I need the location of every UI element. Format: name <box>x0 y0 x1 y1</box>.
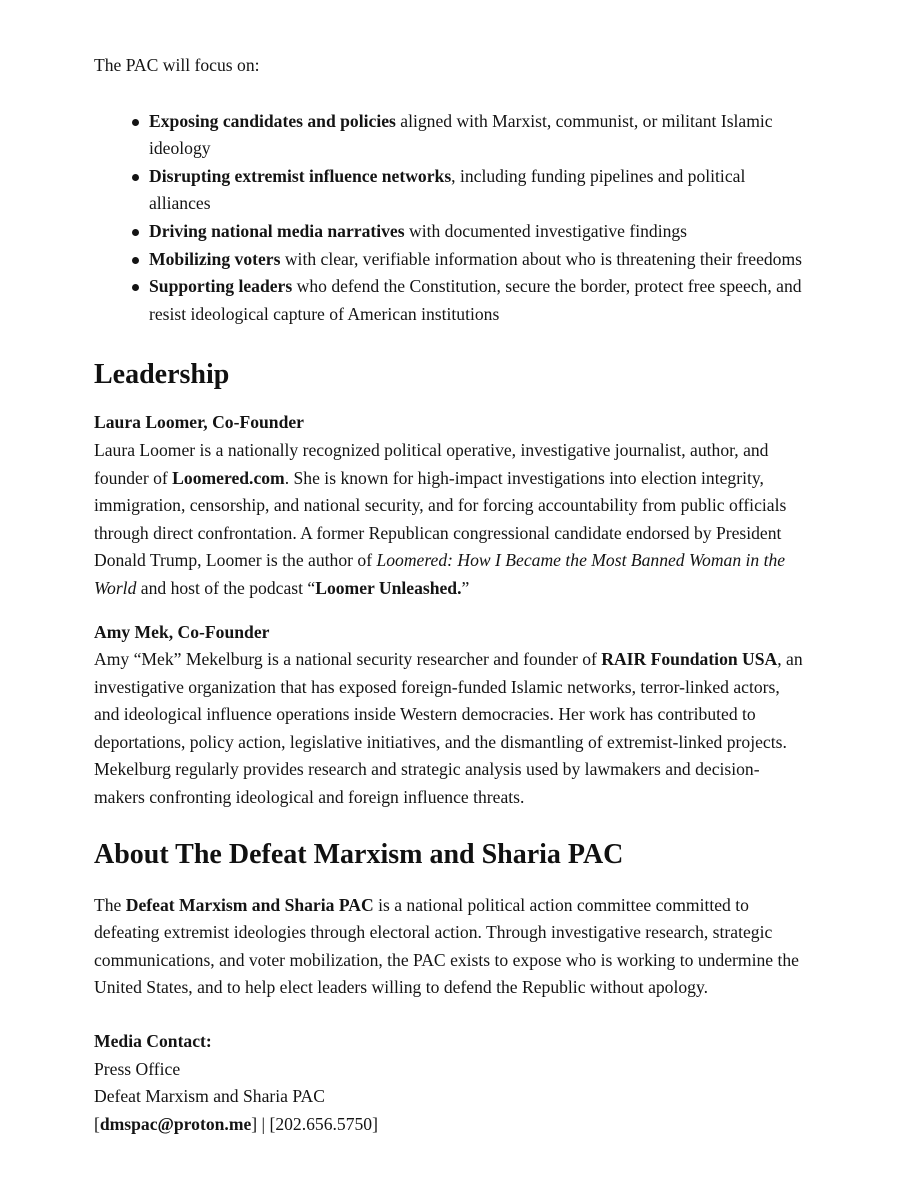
about-text-2: is a national political action committee committed to defeating extremist ideologies through electoral action. Through investigative research, strategic communications, and voter mobilization, the PAC exists to expose who is working to undermine the United States, and to help elect leaders willing to defend the Republic without apology. <box>94 894 799 998</box>
loomer-bio <box>94 409 899 602</box>
list-item-text: with documented investigative findings <box>404 220 688 241</box>
contact-org: Defeat Marxism and Sharia PAC <box>94 1086 325 1107</box>
list-item-bold: Driving national media narratives <box>149 220 405 241</box>
leadership-heading: Leadership <box>94 359 230 391</box>
media-contact <box>94 1028 899 1138</box>
pac-name: Defeat Marxism and Sharia PAC <box>125 894 374 915</box>
focus-list <box>94 108 809 329</box>
mek-name: Amy Mek, Co-Founder <box>94 621 270 642</box>
bullet-icon <box>132 229 139 236</box>
bullet-icon <box>132 284 139 291</box>
focus-intro: The PAC will focus on: <box>94 55 260 75</box>
list-item <box>149 163 809 218</box>
list-item-bold: Mobilizing voters <box>149 248 281 269</box>
contact-office: Press Office <box>94 1058 181 1079</box>
book-title: Loomered: How I Became the Most Banned Woman in the World <box>94 550 786 598</box>
mek-text-2: , an investigative organization that has exposed foreign-funded Islamic networks, terror-linked actors, and ideological influence operations inside Western democracies. Her work has contributed to deportations, policy action, legislative initiatives, and the dismantling of extremist-linked projects. Mekelburg regularly provides research and strategic analysis used by lawmakers and decision-makers confronting ideological and foreign influence threats. <box>94 649 803 808</box>
mek-bio <box>94 619 899 812</box>
list-item <box>149 273 809 328</box>
bullet-icon <box>132 119 139 126</box>
bullet-icon <box>132 174 139 181</box>
about-text-1: The <box>94 894 126 915</box>
list-item-text: , including funding pipelines and political alliances <box>149 165 746 214</box>
list-item-text: aligned with Marxist, communist, or militant Islamic ideology <box>149 110 773 159</box>
about-paragraph <box>94 892 806 1002</box>
loomer-text-4: ” <box>461 577 470 598</box>
mek-paragraph <box>94 646 806 812</box>
about-heading: About The Defeat Marxism and Sharia PAC <box>94 838 624 870</box>
loomer-name: Laura Loomer, Co-Founder <box>94 412 304 433</box>
list-item <box>149 218 809 246</box>
loomer-paragraph <box>94 437 806 603</box>
bullet-icon <box>132 257 139 264</box>
podcast-name: Loomer Unleashed. <box>315 577 462 598</box>
contact-details <box>94 1111 899 1139</box>
list-item <box>149 108 809 163</box>
contact-label: Media Contact: <box>94 1031 212 1052</box>
contact-label-line <box>94 1028 899 1056</box>
loomer-text-2: . She is known for high-impact investigations into election integrity, immigration, censorship, and national security, and for forcing accountability from public officials through direct confrontation. A former Republican congressional candidate endorsed by President Donald Trump, Loomer is the author of <box>94 467 787 571</box>
loomer-text-1: Laura Loomer is a nationally recognized political operative, investigative journalist, author, and founder of <box>94 439 769 488</box>
loomered-site-link[interactable]: Loomered.com <box>172 467 285 488</box>
loomer-text-3: and host of the podcast “ <box>136 577 316 598</box>
list-item-bold: Exposing candidates and policies <box>149 110 396 131</box>
bracket-open: [ <box>94 1113 100 1134</box>
mek-text-1: Amy “Mek” Mekelburg is a national security researcher and founder of <box>94 649 602 670</box>
list-item-bold: Supporting leaders <box>149 276 293 297</box>
list-item <box>149 246 809 274</box>
contact-email-link[interactable]: dmspac@proton.me <box>99 1113 252 1134</box>
rair-foundation-name: RAIR Foundation USA <box>601 649 778 670</box>
contact-phone: ] | [202.656.5750] <box>251 1113 378 1134</box>
list-item-text: who defend the Constitution, secure the border, protect free speech, and resist ideological capture of American institutions <box>149 276 802 324</box>
list-item-bold: Disrupting extremist influence networks <box>149 165 452 186</box>
list-item-text: with clear, verifiable information about who is threatening their freedoms <box>280 248 803 269</box>
